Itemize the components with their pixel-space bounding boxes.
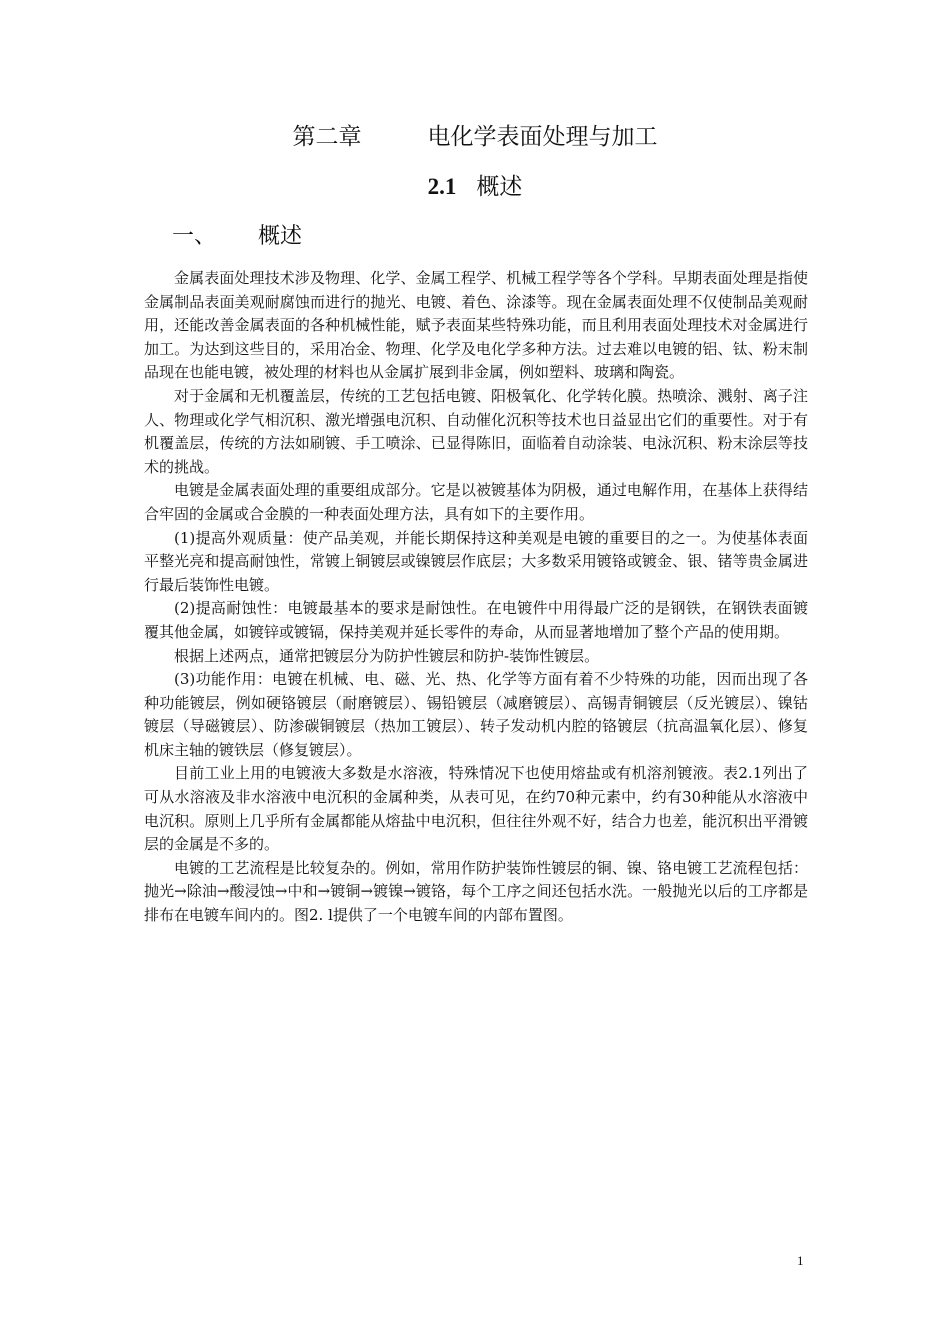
subsection-number: 一、 bbox=[172, 224, 217, 249]
paragraph: 金属表面处理技术涉及物理、化学、金属工程学、机械工程学等各个学科。早期表面处理是指使金属制品表面美观耐腐蚀而进行的抛光、电镀、着色、涂漆等。现在金属表面处理不仅使制品美观耐用，还能改善金属表面的各种机械性能，赋予表面某些特殊功能，而且利用表面处理技术对金属进行加工。为达到这些目的，采用冶金、物理、化学及电化学多种方法。过去难以电镀的铝、钛、粉末制品现在也能电镀，被处理的材料也从金属扩展到非金属，例如塑料、玻璃和陶瓷。 bbox=[144, 269, 808, 382]
section-title-text: 概述 bbox=[476, 174, 523, 200]
paragraph: (2)提高耐蚀性：电镀最基本的要求是耐蚀性。在电镀件中用得最广泛的是钢铁，在钢铁表面镀覆其他金属，如镀锌或镀镉，保持美观并延长零件的寿命，从而显著地增加了整个产品的使用期。 bbox=[144, 599, 808, 641]
paragraph: (3)功能作用：电镀在机械、电、磁、光、热、化学等方面有着不少特殊的功能，因而出现了各种功能镀层，例如硬铬镀层（耐磨镀层）、锡铅镀层（减磨镀层）、高锡青铜镀层（反光镀层）、镍钴镀层（导磁镀层）、防渗碳铜镀层（热加工镀层）、转子发动机内腔的铬镀层（抗高温氧化层）、修复机床主轴的镀铁层（修复镀层）。 bbox=[144, 670, 808, 759]
section-number: 2.1 bbox=[427, 174, 457, 199]
paragraph: 根据上述两点，通常把镀层分为防护性镀层和防护-装饰性镀层。 bbox=[174, 646, 600, 665]
paragraph: (1)提高外观质量：使产品美观，并能长期保持这种美观是电镀的重要目的之一。为使基体表面平整光亮和提高耐蚀性，常镀上铜镀层或镍镀层作底层；大多数采用镀铬或镀金、银、锗等贵金属进行最后装饰性电镀。 bbox=[144, 528, 808, 594]
paragraph: 目前工业上用的电镀液大多数是水溶液，特殊情况下也使用熔盐或有机溶剂镀液。表2.1列出了可从水溶液及非水溶液中电沉积的金属种类，从表可见，在约70种元素中，约有30种能从水溶液中电沉积。原则上几乎所有金属都能从熔盐中电沉积，但往往外观不好，结合力也差，能沉积出平滑镀层的金属是不多的。 bbox=[144, 764, 808, 854]
chapter-title-text: 电化学表面处理与加工 bbox=[427, 124, 658, 150]
subsection-title-text: 概述 bbox=[258, 224, 303, 249]
paragraph: 对于金属和无机覆盖层，传统的工艺包括电镀、阳极氧化、化学转化膜。热喷涂、溅射、离子注人、物理或化学气相沉积、激光增强电沉积、自动催化沉积等技术也日益显出它们的重要性。对于有机覆盖层，传统的方法如刷镀、手工喷涂、已显得陈旧，面临着自动涂装、电泳沉积、粉末涂层等技术的挑战。 bbox=[144, 386, 808, 476]
paragraph: 电镀的工艺流程是比较复杂的。例如，常用作防护装饰性镀层的铜、镍、铬电镀工艺流程包括：抛光→除油→酸浸蚀→中和→镀铜→镀镍→镀铬，每个工序之间还包括水洗。一般抛光以后的工序都是排布在电镀车间内的。图2. l提供了一个电镀车间的内部布置图。 bbox=[144, 858, 808, 925]
subsection-heading bbox=[172, 219, 302, 250]
page-number: 1 bbox=[797, 1253, 804, 1268]
chapter-number: 第二章 bbox=[292, 124, 362, 150]
paragraph: 电镀是金属表面处理的重要组成部分。它是以被镀基体为阴极，通过电解作用，在基体上获得结合牢固的金属或合金膜的一种表面处理方法，具有如下的主要作用。 bbox=[144, 481, 808, 523]
body-text bbox=[144, 267, 808, 928]
chapter-heading bbox=[0, 118, 950, 151]
section-heading bbox=[0, 168, 950, 201]
